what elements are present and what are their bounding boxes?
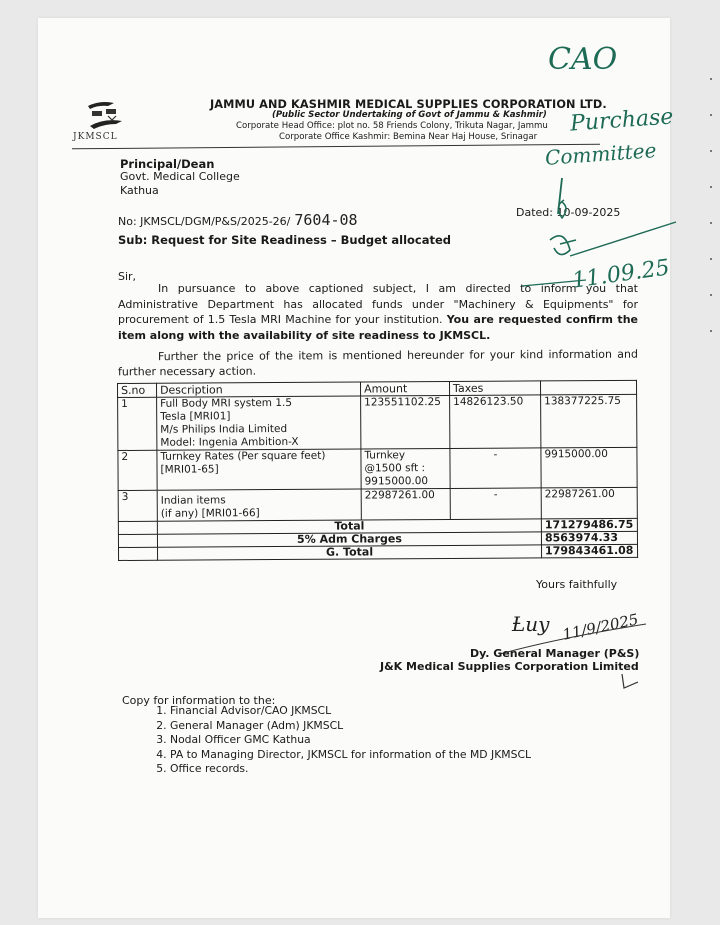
desc-line: [MRI01-65] xyxy=(160,463,219,476)
desc-line: Indian items xyxy=(160,494,226,507)
handwritten-date-note: 11.09.25 xyxy=(570,255,672,294)
summary-row-grand-total xyxy=(119,544,638,560)
cell-sno: 2 xyxy=(118,450,157,490)
org-name: JAMMU AND KASHMIR MEDICAL SUPPLIES CORPORATION LTD. xyxy=(210,98,607,111)
header-amount: Amount xyxy=(360,381,449,396)
list-item: 5. Office records. xyxy=(170,762,531,777)
closing-yours-faithfully: Yours faithfully xyxy=(536,578,618,591)
body-paragraph-2 xyxy=(118,347,638,380)
cell-sno: 3 xyxy=(118,490,157,521)
header-total xyxy=(540,380,636,395)
cell-taxes: - xyxy=(450,448,541,489)
list-item: 3. Nodal Officer GMC Kathua xyxy=(170,733,531,748)
summary-label: 5% Adm Charges xyxy=(157,532,541,547)
para1-bold-request: You are requested confirm the item along with the availability of site readiness to JKMSCL. xyxy=(118,313,638,342)
cell-taxes: - xyxy=(450,488,541,520)
cell-description xyxy=(157,489,361,521)
jkmscl-logo xyxy=(70,98,142,146)
desc-line: Full Body MRI system 1.5 xyxy=(160,396,293,410)
strikethrough-inform-icon xyxy=(520,276,590,290)
recipient-title: Principal/Dean xyxy=(120,157,215,171)
signature-date: 11/9/2025 xyxy=(560,610,640,644)
cell-total: 138377225.75 xyxy=(541,394,637,448)
summary-value: 8563974.33 xyxy=(541,531,637,545)
table-row xyxy=(118,447,637,490)
para1-text: In pursuance to above captioned subject, I am directed to inform you that Administrative Department has allocated funds under "Machinery & Equipments" for procurement of 1.5 Tesla MRI Machine for your institution. xyxy=(118,282,638,326)
summary-label: G. Total xyxy=(158,545,542,560)
blank-cell xyxy=(118,521,157,534)
dated-value: 10-09-2025 xyxy=(556,206,621,219)
copy-to-label: Copy for information to the: xyxy=(122,694,276,707)
body-paragraph-1 xyxy=(118,281,638,343)
list-item: 1. Financial Advisor/CAO JKMSCL xyxy=(170,704,531,719)
signatory-organization: J&K Medical Supplies Corporation Limited xyxy=(380,660,639,673)
blank-cell xyxy=(118,534,157,547)
header-description: Description xyxy=(157,382,361,397)
cell-taxes: 14826123.50 xyxy=(450,395,541,449)
head-office-address: Corporate Head Office: plot no. 58 Friends Colony, Trikuta Nagar, Jammu xyxy=(236,121,548,131)
header-sno: S.no xyxy=(118,383,157,397)
cell-description xyxy=(157,396,361,450)
page-edge-marks xyxy=(710,78,714,838)
cell-description xyxy=(157,449,361,490)
recipient-institution: Govt. Medical College xyxy=(120,170,240,183)
table-row xyxy=(118,394,637,450)
amount-line: 9915000.00 xyxy=(364,475,429,488)
desc-line: (if any) [MRI01-66] xyxy=(160,507,260,520)
reference-number xyxy=(118,211,358,229)
reference-label: No: JKMSCL/DGM/P&S/2025-26/ xyxy=(118,215,291,228)
desc-line: Turnkey Rates (Per square feet) xyxy=(160,449,326,463)
handwritten-purchase: Purchase xyxy=(569,104,675,137)
table-row xyxy=(118,487,637,521)
logo-text: JKMSCL xyxy=(73,132,118,142)
dated-label: Dated: xyxy=(516,206,553,219)
cell-total: 22987261.00 xyxy=(541,487,637,519)
cell-total: 9915000.00 xyxy=(541,447,637,488)
cell-amount: 22987261.00 xyxy=(361,488,450,520)
org-subtitle: (Public Sector Undertaking of Govt of Jammu & Kashmir) xyxy=(272,110,547,120)
cell-amount: 123551102.25 xyxy=(361,395,450,449)
price-table xyxy=(117,380,638,561)
amount-line: Turnkey xyxy=(364,449,406,462)
summary-value: 179843461.08 xyxy=(541,544,637,558)
subject-line: Sub: Request for Site Readiness – Budget allocated xyxy=(118,233,452,247)
desc-line: Model: Ingenia Ambition-X xyxy=(160,435,299,449)
list-item: 2. General Manager (Adm) JKMSCL xyxy=(170,719,531,734)
header-taxes: Taxes xyxy=(449,381,540,396)
summary-label: Total xyxy=(157,519,541,534)
copy-to-list xyxy=(152,704,531,777)
salutation: Sir, xyxy=(118,270,137,283)
desc-line: M/s Philips India Limited xyxy=(160,422,288,436)
signatory-designation: Dy. General Manager (P&S) xyxy=(470,647,640,660)
signature-mark: Ƚuy xyxy=(512,612,550,636)
logo-hands-icon xyxy=(70,98,142,132)
initial-mark-icon xyxy=(618,672,640,692)
handwritten-committee: Committee xyxy=(544,138,658,170)
desc-line: Tesla [MRI01] xyxy=(160,410,231,423)
amount-line: @1500 sft : xyxy=(364,462,426,475)
recipient-location: Kathua xyxy=(120,184,159,197)
blank-cell xyxy=(119,547,158,560)
reference-handwritten: 7604-08 xyxy=(294,211,358,229)
list-item: 4. PA to Managing Director, JKMSCL for information of the MD JKMSCL xyxy=(170,748,531,763)
para2-text: Further the price of the item is mentioned hereunder for your kind information and further necessary action. xyxy=(118,347,638,379)
kashmir-office-address: Corporate Office Kashmir: Bemina Near Haj House, Srinagar xyxy=(279,132,538,142)
cell-sno: 1 xyxy=(118,397,157,450)
summary-value: 171279486.75 xyxy=(541,518,637,532)
handwritten-cao: CAO xyxy=(548,42,618,77)
cell-amount xyxy=(361,448,450,489)
